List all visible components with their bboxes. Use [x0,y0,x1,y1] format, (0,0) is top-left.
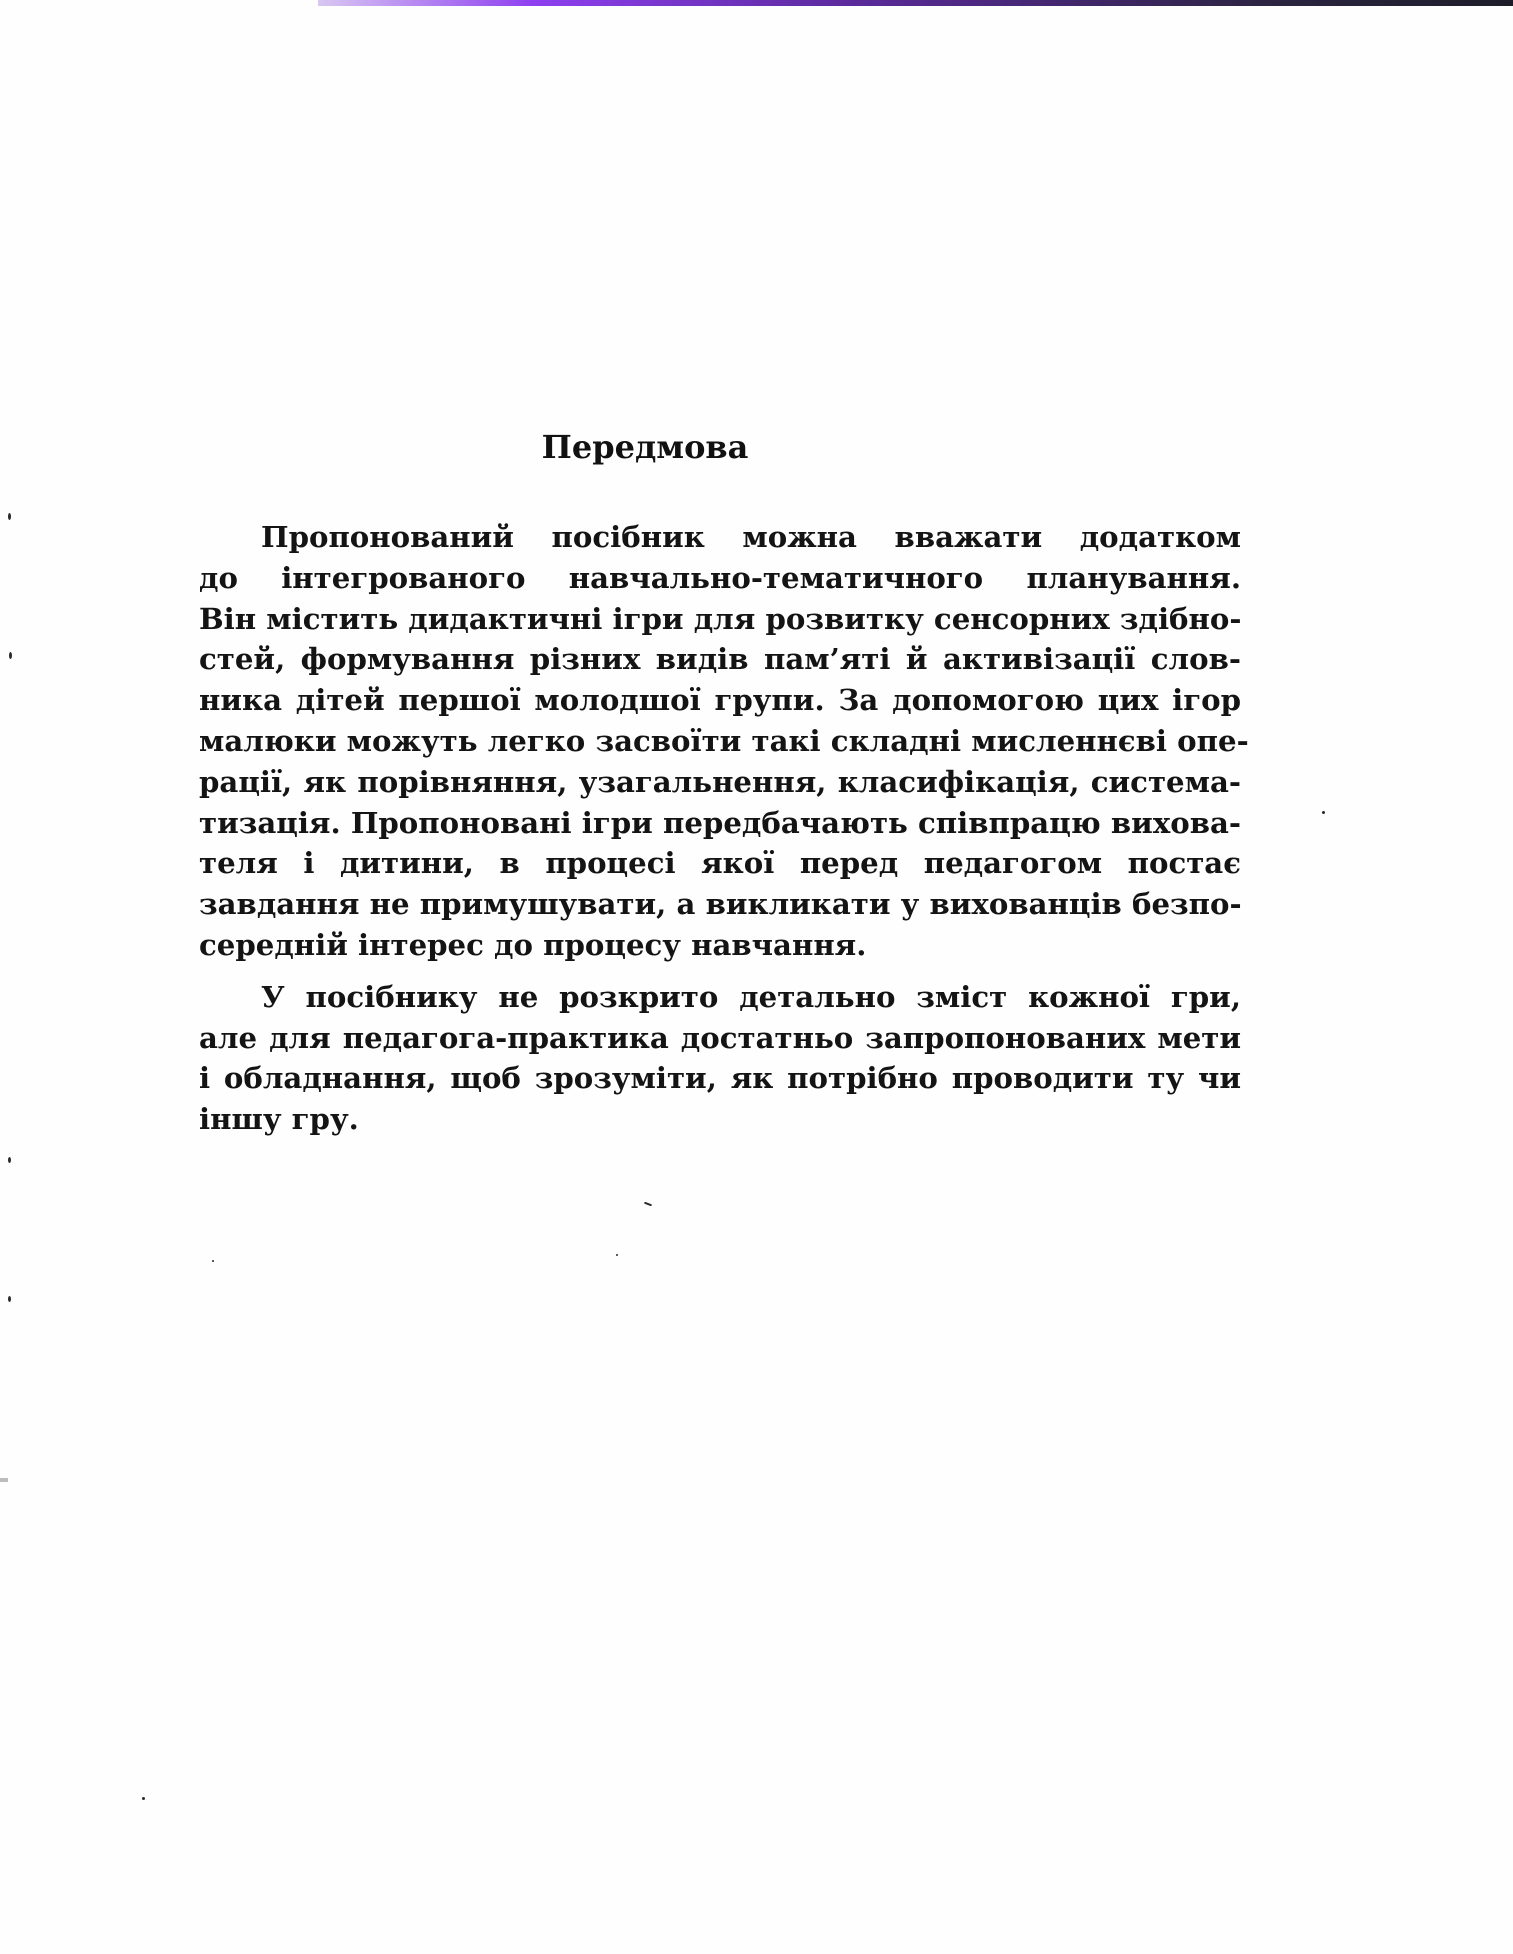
body-text [199,517,1249,1140]
scan-speck [212,1260,214,1262]
scan-speck [644,1202,652,1207]
scan-speck [1322,811,1325,814]
text-line: стей, формування різних видів пам’яті й активізації слов- [199,642,1241,677]
text-line: тизація. Пропоновані ігри передбачають співпрацю вихова- [199,805,1241,840]
text-line: завдання не примушувати, а викликати у вихованців безпо- [199,887,1242,922]
text-line: середній інтерес до процесу навчання. [199,927,867,962]
text-line: ника дітей першої молодшої групи. За допомогою цих ігор [199,683,1241,718]
text-line: але для педагога-практика достатньо запропонованих мети [199,1020,1241,1055]
scan-speck [8,1157,11,1163]
scan-speck [142,1797,145,1800]
scan-speck [616,1254,618,1256]
scan-speck [8,1296,11,1302]
page-title: Передмова [541,428,749,466]
text-line: рації, як порівняння, узагальнення, класифікація, система- [199,764,1241,799]
scan-speck [9,652,12,659]
text-line: теля і дитини, в процесі якої перед педагогом постає [199,846,1241,881]
paragraph [199,517,1249,966]
text-line: Пропонований посібник можна вважати додатком [261,520,1241,554]
text-line: іншу гру. [199,1102,359,1137]
text-line: і обладнання, щоб зрозуміти, як потрібно проводити ту чи [199,1061,1241,1096]
text-line: Він містить дидактичні ігри для розвитку сенсорних здібно- [199,601,1242,636]
paragraph-gap [199,966,1241,977]
paragraph [199,977,1241,1140]
text-line: до інтегрованого навчально-тематичного планування. [199,560,1241,595]
scan-speck [0,1478,8,1482]
scan-speck [8,513,11,520]
page-edge-strip [318,0,1513,6]
text-line: малюки можуть легко засвоїти такі складні мисленнєві опе- [199,723,1249,758]
text-line: У посібнику не розкрито детально зміст кожної гри, [261,979,1241,1014]
